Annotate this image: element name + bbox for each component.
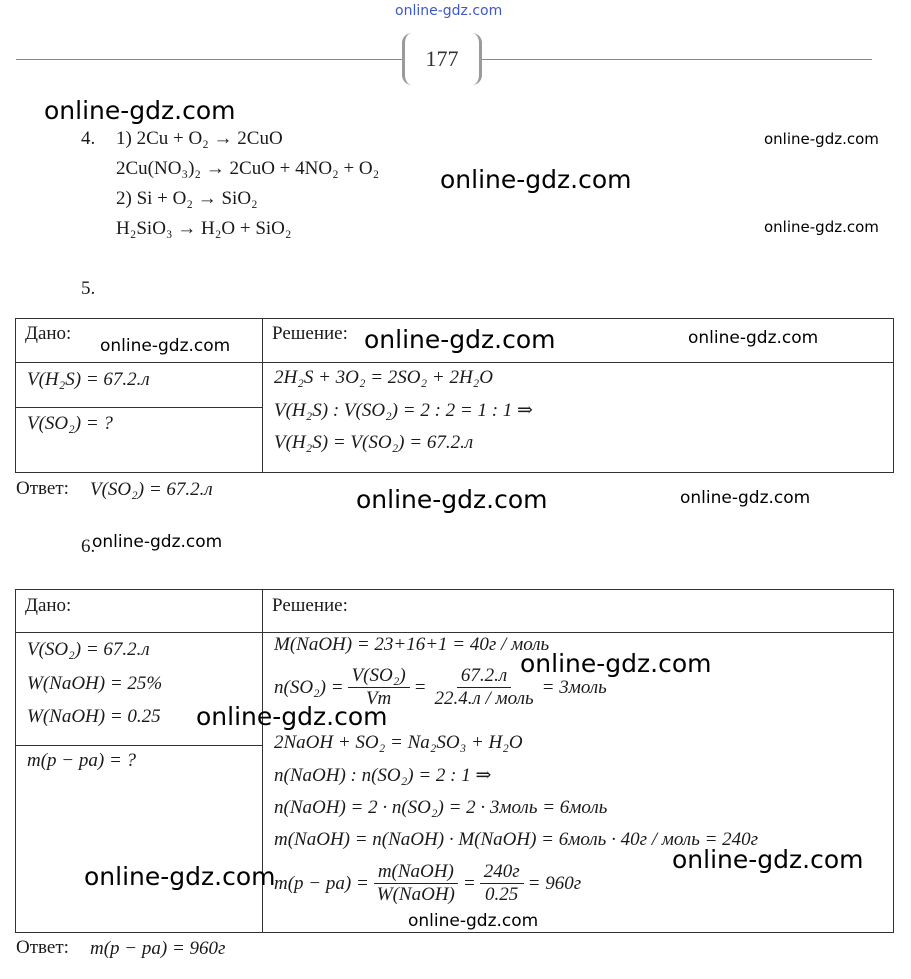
- task4-line-1: 1) 2Cu + O₂ → 2CuO: [116, 128, 283, 149]
- task5-given-line: [15, 407, 262, 408]
- top-watermark: online-gdz.com: [395, 3, 503, 19]
- task4-line-4: H₂SiO₃ → H₂O + SiO₂: [116, 218, 292, 239]
- task6-s7-f2-den: 0.25: [485, 884, 519, 905]
- task6-solution-1: M(NaOH) = 23+16+1 = 40г / моль: [274, 634, 550, 655]
- watermark: online-gdz.com: [84, 862, 276, 891]
- watermark: online-gdz.com: [92, 532, 223, 552]
- watermark: online-gdz.com: [520, 649, 712, 678]
- task6-solution-6: m(NaOH) = n(NaOH) · M(NaOH) = 6моль · 40г / моль = 240г: [274, 829, 759, 850]
- task6-s7-eq: =: [462, 872, 476, 894]
- watermark: online-gdz.com: [764, 218, 879, 236]
- watermark: online-gdz.com: [688, 328, 819, 348]
- watermark: online-gdz.com: [100, 336, 231, 356]
- task6-solution-7: [274, 861, 581, 906]
- task5-solution-1: 2H₂S + 3O₂ = 2SO₂ + 2H₂O: [274, 367, 493, 388]
- task4-line-3: 2) Si + O₂ → SiO₂: [116, 188, 258, 209]
- header-rule-right: [482, 59, 872, 60]
- header-rule-left: [16, 59, 402, 60]
- task6-s7-f1-den: W(NaOH): [376, 884, 455, 905]
- task6-given-header: Дано:: [25, 595, 72, 616]
- watermark: online-gdz.com: [196, 702, 388, 731]
- task6-given-1: V(SO₂) = 67.2.л: [27, 639, 150, 660]
- task6-given-2: W(NaOH) = 25%: [27, 673, 163, 694]
- watermark: online-gdz.com: [764, 130, 879, 148]
- task6-s2-eq: =: [413, 676, 427, 698]
- watermark: online-gdz.com: [672, 845, 864, 874]
- task5-solution-3: V(H₂S) = V(SO₂) = 67.2.л: [274, 432, 474, 453]
- task5-solution-header: Решение:: [272, 323, 348, 344]
- task6-solution-header: Решение:: [272, 595, 348, 616]
- task5-number: 5.: [81, 278, 96, 299]
- task6-s2-f1-num: V(SO₂): [348, 665, 410, 688]
- task5-given-1: V(H₂S) = 67.2.л: [27, 369, 150, 390]
- task5-given-header: Дано:: [25, 323, 72, 344]
- task5-given-2: V(SO₂) = ?: [27, 413, 113, 434]
- task5-answer-label: Ответ:: [16, 478, 69, 499]
- task6-s2-rhs: = 3моль: [541, 676, 607, 698]
- task6-solution-5: n(NaOH) = 2 · n(SO₂) = 2 · 3моль = 6моль: [274, 797, 608, 818]
- task6-s7-f1-num: m(NaOH): [374, 861, 458, 884]
- task5-answer: V(SO₂) = 67.2.л: [90, 479, 213, 500]
- task6-header-line: [15, 632, 894, 633]
- task6-answer: m(p − pa) = 960г: [90, 938, 226, 959]
- watermark: online-gdz.com: [364, 325, 556, 354]
- task6-s7-rhs: = 960г: [527, 872, 582, 894]
- watermark: online-gdz.com: [408, 911, 539, 931]
- task5-header-line: [15, 362, 894, 363]
- watermark: online-gdz.com: [680, 488, 811, 508]
- task5-divider: [262, 318, 263, 473]
- task6-given-line: [15, 745, 262, 746]
- task6-s7-lhs: m(p − pa) =: [274, 872, 369, 894]
- task6-s2-f2-num: 67.2.л: [457, 665, 511, 688]
- task4-number: 4.: [81, 128, 96, 149]
- task6-s7-fraction-2: [480, 861, 524, 906]
- task6-number: 6.: [81, 536, 96, 557]
- task6-solution-4: n(NaOH) : n(SO₂) = 2 : 1 ⇒: [274, 765, 492, 786]
- task4-line-2: 2Cu(NO₃)₂ → 2CuO + 4NO₂ + O₂: [116, 158, 380, 179]
- task5-solution-2: V(H₂S) : V(SO₂) = 2 : 2 = 1 : 1 ⇒: [274, 400, 533, 421]
- task6-given-4: m(p − pa) = ?: [27, 750, 137, 771]
- task6-s2-f2-den: 22.4.л / моль: [434, 688, 534, 709]
- page-number: 177: [402, 33, 482, 85]
- watermark: online-gdz.com: [356, 485, 548, 514]
- task6-solution-3: 2NaOH + SO₂ = Na₂SO₃ + H₂O: [274, 732, 523, 753]
- task6-s2-f1-den: Vm: [365, 688, 392, 709]
- watermark: online-gdz.com: [44, 96, 236, 125]
- task6-given-3: W(NaOH) = 0.25: [27, 706, 161, 727]
- task6-s7-fraction-1: [373, 861, 459, 906]
- task6-s7-f2-num: 240г: [480, 861, 524, 884]
- watermark: online-gdz.com: [440, 165, 632, 194]
- task6-s2-lhs: n(SO₂) =: [274, 676, 344, 698]
- task6-answer-label: Ответ:: [16, 937, 69, 958]
